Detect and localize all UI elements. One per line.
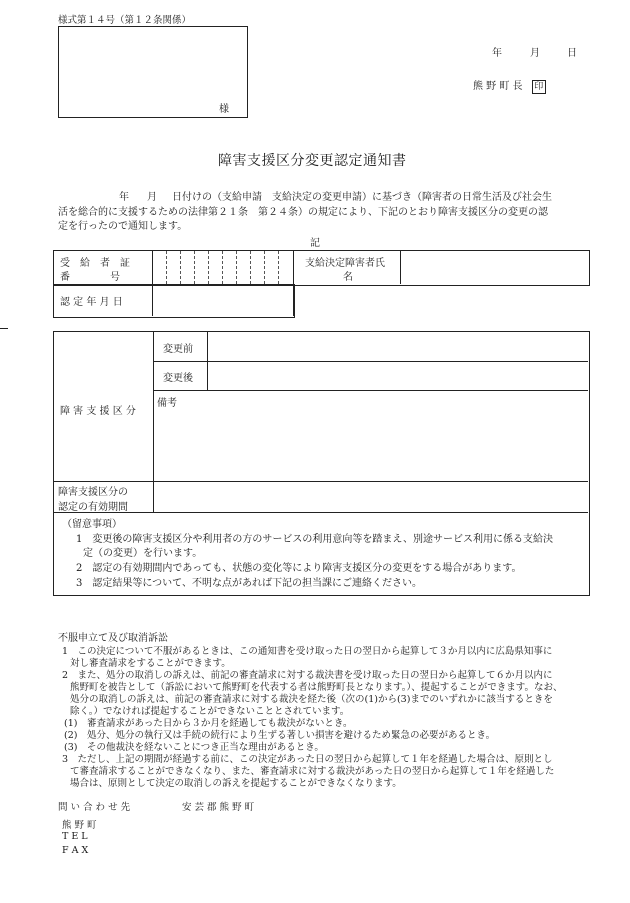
- appeal-l11: て審査請求することができなくなり、また、審査請求に対する裁決があった日の翌日から起算して１年を経過した: [70, 766, 555, 777]
- appeal-l3: 2 また、処分の取消しの訴えは、前記の審査請求に対する裁決書を受け取った日の翌日から起算して６か月以内に: [62, 670, 553, 681]
- after-label: 変更後: [163, 373, 193, 384]
- appeal-l7: (1) 審査請求があった日から３か月を経過しても裁決がないとき。: [64, 718, 353, 729]
- intro-month: 月: [147, 192, 157, 203]
- date-month: 月: [530, 48, 540, 59]
- addressee-suffix: 様: [219, 104, 229, 115]
- date-day: 日: [567, 48, 577, 59]
- notes-heading: （留意事項）: [62, 519, 122, 530]
- appeal-l10: 3 ただし、上記の期間が経過する前に、この決定があった日の翌日から起算して１年を経過した場合は、原則とし: [62, 754, 553, 765]
- before-label: 変更前: [163, 344, 193, 355]
- date-year: 年: [492, 48, 502, 59]
- seal-mark: 印: [532, 80, 546, 94]
- appeal-l2: 対し審査請求をすることができます。: [70, 658, 231, 669]
- validity-label-1: 障害支援区分の: [58, 487, 128, 498]
- note-item2: 2 認定の有効期間内であっても、状態の変化等により障害支援区分の変更をする場合があります。: [76, 563, 522, 574]
- validity-label-2: 認定の有効期間: [58, 502, 128, 513]
- note-item3: 3 認定結果等について、不明な点があれば下記の担当課にご連絡ください。: [76, 578, 422, 589]
- appeal-l6: 除く。）でなければ提起することができないこととされています。: [70, 706, 350, 717]
- note-item1a: 1 変更後の障害支援区分や利用者の方のサービスの利用意向等を踏まえ、別途サービス利用に係る支給決: [76, 534, 553, 545]
- contact-label: 問 い 合 わ せ 先: [58, 802, 131, 813]
- form-number: 様式第１４号（第１２条関係）: [58, 15, 192, 26]
- beneficiary-label-1: 支給決定障害者氏: [305, 258, 385, 269]
- issuer-name: 熊 野 町 長: [473, 81, 523, 92]
- ki-label: 記: [310, 238, 320, 249]
- recipient-no-label-2: 番 号: [60, 272, 120, 283]
- appeal-l12: 場合は、原則として決定の取消しの訴えを提起することができなくなります。: [70, 778, 402, 789]
- recipient-no-label-1: 受 給 者 証: [60, 258, 130, 269]
- intro-year: 年: [119, 192, 129, 203]
- contact-tel: T E L: [62, 831, 88, 842]
- appeal-l1: 1 この決定について不服があるときは、この通知書を受け取った日の翌日から起算して３か月以内に広島県知事に: [62, 646, 553, 657]
- beneficiary-label-2: 名: [343, 272, 353, 283]
- contact-town: 熊 野 町: [62, 820, 97, 831]
- note-item1b: 定（の変更）を行います。: [83, 548, 203, 559]
- remarks-label: 備考: [157, 398, 177, 409]
- cert-date-label: 認 定 年 月 日: [60, 297, 123, 308]
- intro-line3: 定を行ったので通知します。: [58, 221, 188, 232]
- appeal-l4: 熊野町を被告として（訴訟において熊野町を代表する者は熊野町長となります。）、提起することができます。なお、: [70, 682, 563, 693]
- document-title: 障害支援区分変更認定通知書: [218, 153, 407, 169]
- appeal-l9: (3) その他裁決を経ないことにつき正当な理由があるとき。: [64, 742, 324, 753]
- intro-line1: 日付けの（支給申請 支給決定の変更申請）に基づき（障害者の日常生活及び社会生: [172, 192, 552, 203]
- issuer: [473, 77, 546, 94]
- appeal-l8: (2) 処分、処分の執行又は手続の続行により生ずる著しい損害を避けるため緊急の必要があるとき。: [64, 730, 496, 741]
- appeal-l5: 処分の取消しの訴えは、前記の審査請求に対する裁決を経た後（次の(1)から(3)までのいずれかに該当するときを: [70, 694, 553, 705]
- appeal-heading: 不服申立て及び取消訴訟: [58, 633, 168, 644]
- intro-line2: 活を総合的に支援するための法律第２１条 第２４条）の規定により、下記のとおり障害支援区分の変更の認: [58, 207, 548, 218]
- contact-office: 安 芸 郡 熊 野 町: [182, 802, 255, 813]
- category-label: 障 害 支 援 区 分: [60, 406, 136, 417]
- contact-fax: F A X: [62, 845, 89, 856]
